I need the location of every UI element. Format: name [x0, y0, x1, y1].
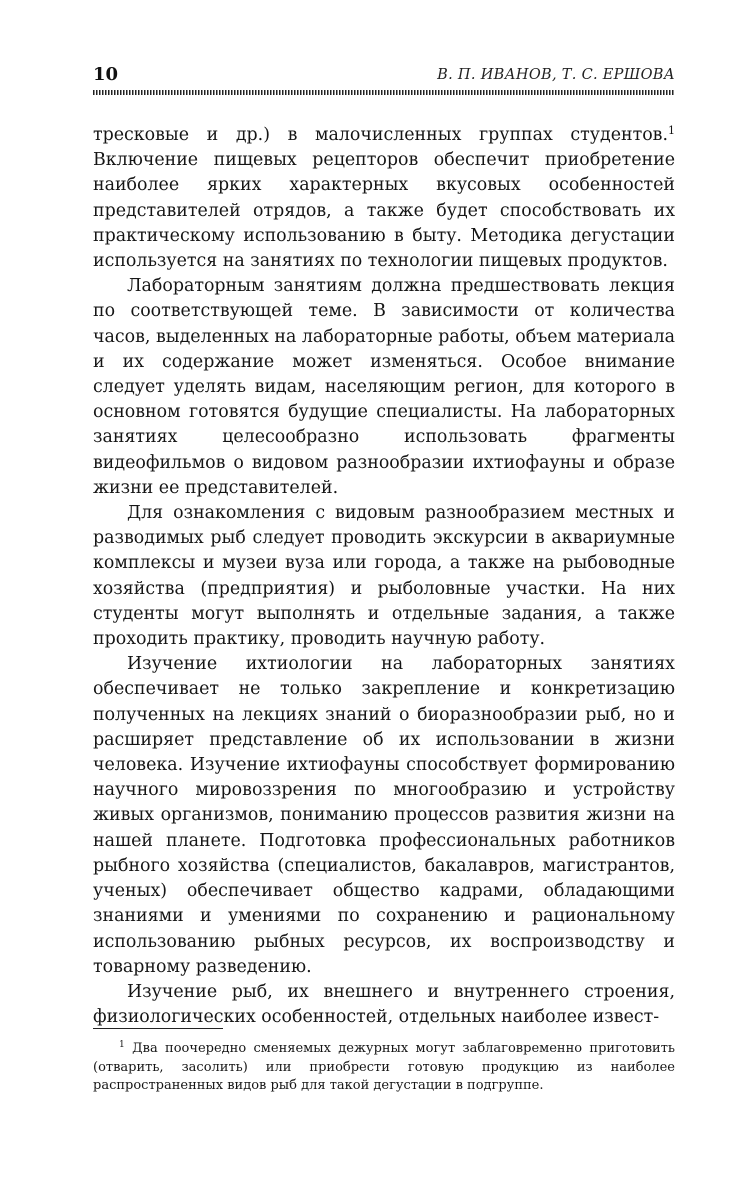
running-header-authors: В. П. ИВАНОВ, Т. С. ЕРШОВА: [437, 67, 675, 83]
paragraph: Изучение ихтиологии на лабораторных занятиях обеспечивает не только закрепление и конкретизацию полученных на лекциях знаний о биоразнообразии рыб, но и расширяет представление об их использовании в жизни человека. Изучение ихтиофауны способствует формированию научного мировоззрения по многообразию и устройству живых организмов, пониманию процессов развития жизни на нашей планете. Подготовка профессиональных работников рыбного хозяйства (специалистов, бакалавров, магистрантов, ученых) обеспечивает общество кадрами, обладающими знаниями и умениями по сохранению и рациональному использованию рыбных ресурсов, их воспроизводству и товарному разведению.: [93, 654, 675, 977]
running-header: [93, 64, 675, 90]
footnote-mark: 1: [119, 1040, 125, 1050]
paragraph: Изучение рыб, их внешнего и внутреннего строения, физиологических особенностей, отдельных наиболее извест-: [93, 981, 675, 1028]
footnote-text: Два поочередно сменяемых дежурных могут заблаговременно приготовить (отварить, засолить) или приобрести готовую продукцию из наиболее распространенных видов рыб для такой дегустации в подгруппе.: [93, 1041, 675, 1093]
page-number: 10: [93, 64, 119, 85]
footnote: [93, 1040, 675, 1096]
paragraph: Для ознакомления с видовым разнообразием местных и разводимых рыб следует проводить экскурсии в аквариумные комплексы и музеи вуза или города, а также на рыбоводные хозяйства (предприятия) и рыболовные участки. На них студенты могут выполнять и отдельные задания, а также проходить практику, проводить научную работу.: [93, 503, 675, 650]
header-dotted-rule: [93, 90, 675, 95]
paragraph-continued: тресковые и др.) в малочисленных группах студентов.$^1$ Включение пищевых рецепторов обеспечит приобретение наиболее ярких характерных вкусовых особенностей представителей отрядов, а также будет способствовать их практическому использованию в быту. Методика дегустации используется на занятиях по технологии пищевых продуктов.: [93, 124, 675, 272]
footnote-separator: [93, 1028, 223, 1029]
paragraph: Лабораторным занятиям должна предшествовать лекция по соответствующей теме. В зависимости от количества часов, выделенных на лабораторные работы, объем материала и их содержание может изменяться. Особое внимание следует уделять видам, населяющим регион, для которого в основном готовятся будущие специалисты. На лабораторных занятиях целесообразно использовать фрагменты видеофильмов о видовом разнообразии ихтиофауны и образе жизни ее представителей.: [93, 276, 675, 498]
footnote-reference: 1: [668, 124, 675, 137]
body-text: [93, 123, 675, 1030]
